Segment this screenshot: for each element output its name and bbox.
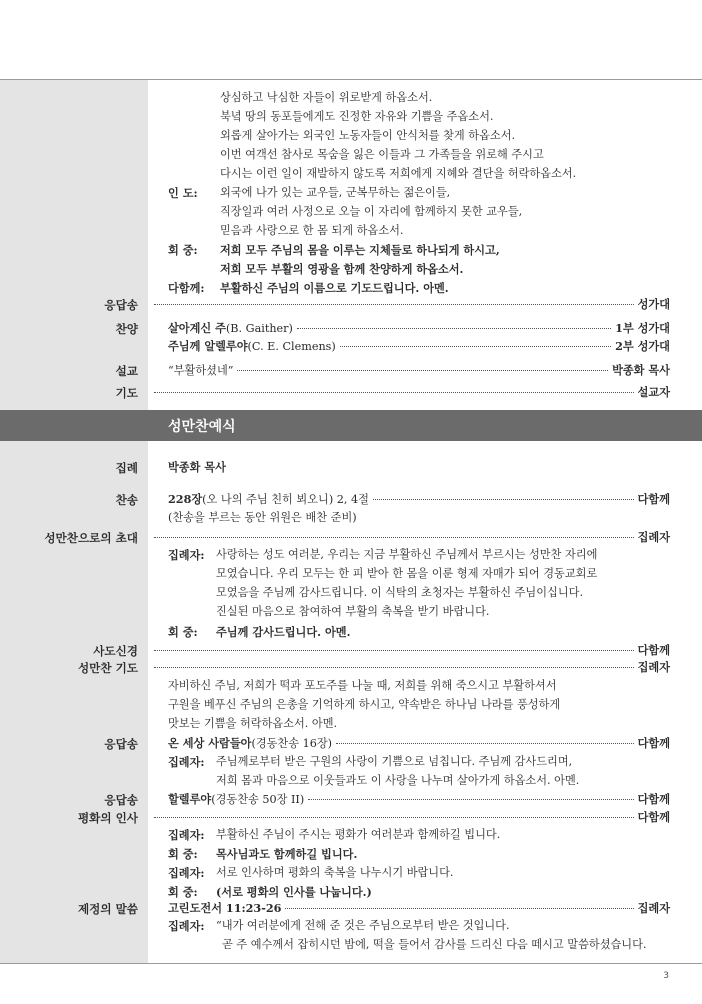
response1-performer: 다함께 — [637, 736, 670, 750]
peace-row — [150, 810, 670, 824]
response1-row — [168, 736, 670, 751]
response2-title: 할렐루야 — [168, 792, 212, 806]
leader-speaker: 인 도: — [168, 186, 198, 200]
sermon-preacher: 박종화 목사 — [612, 363, 670, 377]
people-speaker-3: 회 중: — [168, 847, 198, 861]
response2-detail: (경동찬송 50장 II) — [211, 793, 305, 806]
response2-row — [168, 792, 670, 807]
prayer-line-3: 외롭게 살아가는 외국인 노동자들이 안식처를 찾게 하옵소서. — [220, 129, 516, 142]
people-line-2: 저희 모두 부활의 영광을 함께 찬양하게 하옵소서. — [220, 262, 464, 276]
response2-performer: 다함께 — [637, 792, 670, 806]
peace-people-line-1: 목사님과도 함께하길 빕니다. — [216, 847, 358, 861]
invitation-row — [150, 530, 670, 544]
prayer-line-2: 북녘 땅의 동포들에게도 진정한 자유와 기쁨을 주옵소서. — [220, 110, 494, 123]
creed-performer: 다함께 — [637, 643, 670, 657]
invitation-response: 주님께 감사드립니다. 아멘. — [216, 625, 351, 639]
response1-title: 온 세상 사람들아 — [168, 736, 252, 750]
anthem2-composer: (C. E. Clemens) — [247, 340, 336, 353]
dot-leader — [154, 650, 634, 651]
people-speaker: 회 중: — [168, 243, 198, 257]
bottom-rule — [0, 963, 702, 964]
people-speaker-2: 회 중: — [168, 625, 198, 639]
section-title: 성만찬예식 — [168, 419, 236, 435]
hymn-number: 228장 — [168, 492, 203, 506]
creed-row — [150, 643, 670, 657]
people-line-1: 저희 모두 주님의 몸을 이루는 지체들로 하나되게 하시고, — [220, 243, 500, 257]
creed-label: 사도신경 — [93, 644, 138, 658]
words-label: 제정의 말씀 — [77, 902, 138, 916]
communion-prayer-row — [150, 660, 670, 674]
response-performer: 성가대 — [637, 297, 670, 311]
prayer-row — [150, 385, 670, 399]
dot-leader — [285, 908, 633, 909]
words-leader: 집례자 — [637, 901, 670, 915]
people-speaker-4: 회 중: — [168, 885, 198, 899]
dot-leader — [154, 537, 634, 538]
invitation-label: 성만찬으로의 초대 — [44, 531, 138, 545]
hymn-label: 찬송 — [115, 493, 138, 507]
peace-leader-line-2: 서로 인사하며 평화의 축복을 나누시기 바랍니다. — [216, 866, 454, 879]
response1-line-2: 저희 몸과 마음으로 이웃들과도 이 사랑을 나누며 살아가게 하옵소서. 아멘. — [216, 774, 580, 787]
all-line: 부활하신 주님의 이름으로 기도드립니다. 아멘. — [220, 281, 449, 295]
sermon-label: 설교 — [115, 364, 138, 378]
hymn-row — [168, 492, 670, 507]
dot-leader — [340, 346, 611, 347]
response-row — [150, 297, 670, 311]
anthem2-performer: 2부 성가대 — [615, 339, 670, 353]
section-header-bar — [0, 410, 702, 441]
anthem-row-1 — [168, 321, 670, 336]
hymn-performer: 다함께 — [637, 492, 670, 506]
invitation-line-2: 모였습니다. 우리 모두는 한 피 받아 한 몸을 이룬 형제 자매가 되어 경동교회로 — [216, 567, 598, 580]
response1-detail: (경동찬송 16장) — [251, 737, 333, 750]
words-line-2: 곧 주 예수께서 잡히시던 밤에, 떡을 들어서 감사를 드리신 다음 떼시고 말씀하셨습니다. — [222, 938, 647, 951]
response1-line-1: 주님께로부터 받은 구원의 사랑이 기쁨으로 넘칩니다. 주님께 감사드리며, — [216, 755, 573, 768]
prayer-leader: 설교자 — [637, 385, 670, 399]
invitation-line-1: 사랑하는 성도 여러분, 우리는 지금 부활하신 주님께서 부르시는 성만찬 자리에 — [216, 548, 598, 561]
anthem1-title: 살아계신 주 — [168, 321, 226, 335]
invitation-line-4: 진실된 마음으로 참여하여 부활의 축복을 받기 바랍니다. — [216, 605, 490, 618]
dot-leader — [154, 817, 634, 818]
anthem-row-2 — [168, 339, 670, 354]
invitation-leader: 집례자 — [637, 530, 670, 544]
dot-leader — [297, 328, 611, 329]
officiant-speaker-4: 집례자: — [168, 866, 205, 880]
communion-prayer-line-1: 자비하신 주님, 저희가 떡과 포도주를 나눌 때, 저희를 위해 죽으시고 부활하셔서 — [168, 679, 557, 692]
leader-line-1: 외국에 나가 있는 교우들, 군복무하는 젊은이들, — [220, 186, 451, 199]
prayer-label: 기도 — [115, 386, 138, 400]
words-line-1: “내가 여러분에게 전해 준 것은 주님으로부터 받은 것입니다. — [216, 919, 510, 932]
sermon-title: “부활하셨네” — [168, 364, 234, 377]
dot-leader — [308, 799, 633, 800]
officiant-speaker-2: 집례자: — [168, 755, 205, 769]
communion-prayer-label: 성만찬 기도 — [77, 661, 138, 675]
dot-leader — [336, 743, 634, 744]
prayer-line-5: 다시는 이런 일이 재발하지 않도록 저희에게 지혜와 결단을 허락하옵소서. — [220, 167, 577, 180]
communion-prayer-line-3: 맛보는 기쁨을 허락하옵소서. 아멘. — [168, 717, 338, 730]
leader-line-3: 믿음과 사랑으로 한 몸 되게 하옵소서. — [220, 224, 404, 237]
communion-prayer-leader: 집례자 — [637, 660, 670, 674]
leader-line-2: 직장일과 여러 사정으로 오늘 이 자리에 함께하지 못한 교우들, — [220, 205, 523, 218]
anthem1-composer: (B. Gaither) — [225, 322, 293, 335]
peace-people-line-2: (서로 평화의 인사를 나눕니다.) — [216, 885, 372, 899]
prayer-line-4: 이번 여객선 참사로 목숨을 잃은 이들과 그 가족들을 위로해 주시고 — [220, 148, 544, 161]
dot-leader — [154, 304, 634, 305]
response-label: 응답송 — [104, 298, 138, 312]
response1-label: 응답송 — [104, 737, 138, 751]
anthem-label: 찬양 — [115, 322, 138, 336]
peace-performer: 다함께 — [637, 810, 670, 824]
left-column-shade-bottom — [0, 441, 148, 963]
officiant-speaker-3: 집례자: — [168, 828, 205, 842]
all-speaker: 다함께: — [168, 281, 205, 295]
sermon-row — [168, 363, 670, 378]
peace-leader-line-1: 부활하신 주님이 주시는 평화가 여러분과 함께하길 빕니다. — [216, 828, 501, 841]
officiant-label: 집례 — [115, 461, 138, 475]
response2-label: 응답송 — [104, 793, 138, 807]
communion-prayer-line-2: 구원을 베푸신 주님의 은총을 기억하게 하시고, 약속받은 하나님 나라를 풍성하게 — [168, 698, 561, 711]
anthem2-title: 주님께 알렐루야 — [168, 339, 248, 353]
words-row — [168, 901, 670, 915]
officiant-speaker: 집례자: — [168, 548, 205, 562]
words-reference: 고린도전서 11:23-26 — [168, 901, 282, 915]
officiant-speaker-5: 집례자: — [168, 919, 205, 933]
hymn-note: (찬송을 부르는 동안 위원은 배찬 준비) — [168, 511, 357, 524]
dot-leader — [154, 667, 634, 668]
anthem1-performer: 1부 성가대 — [615, 321, 670, 335]
dot-leader — [373, 499, 634, 500]
hymn-detail: (오 나의 주님 친히 뵈오니) 2, 4절 — [202, 493, 369, 506]
dot-leader — [154, 392, 634, 393]
invitation-line-3: 모였음을 주님께 감사드립니다. 이 식탁의 초청자는 부활하신 주님이십니다. — [216, 586, 584, 599]
dot-leader — [237, 370, 608, 371]
peace-label: 평화의 인사 — [77, 811, 138, 825]
prayer-line-1: 상심하고 낙심한 자들이 위로받게 하옵소서. — [220, 91, 433, 104]
officiant-name: 박종화 목사 — [168, 460, 226, 474]
page-number: 3 — [663, 971, 669, 981]
left-column-shade-top — [0, 80, 148, 410]
